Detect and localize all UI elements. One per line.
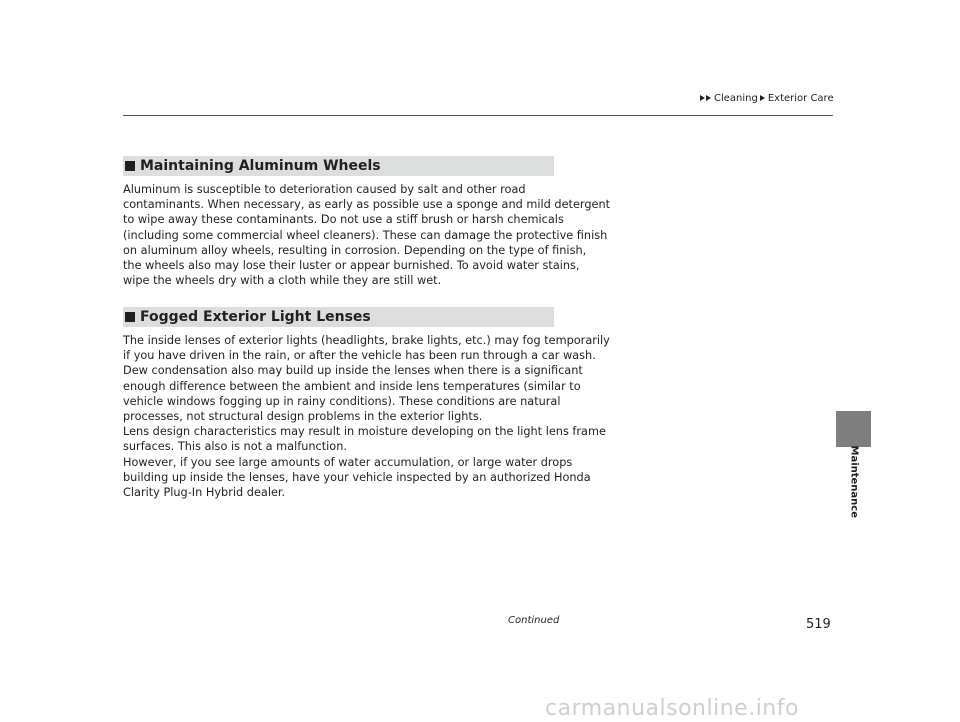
body-line: enough difference between the ambient and inside lens temperatures (similar to	[123, 379, 581, 393]
section-header-fogged-lenses	[123, 307, 554, 327]
page-number: 519	[806, 617, 831, 632]
header-rule	[123, 115, 833, 116]
body-line: wipe the wheels dry with a cloth while they are still wet.	[123, 274, 442, 288]
section-body-aluminum-wheels	[123, 182, 611, 288]
section-title: Maintaining Aluminum Wheels	[140, 158, 381, 174]
body-line: vehicle windows fogging up in rainy conditions). These conditions are natural	[123, 394, 561, 408]
continued-label: Continued	[508, 615, 560, 626]
breadcrumb	[700, 93, 834, 104]
breadcrumb-item-cleaning[interactable]: Cleaning	[714, 93, 758, 104]
section-body-fogged-lenses	[123, 333, 610, 500]
body-line: on aluminum alloy wheels, resulting in corrosion. Depending on the type of finish,	[123, 243, 587, 257]
section-square-icon	[125, 312, 135, 322]
body-line: (including some commercial wheel cleaners). These can damage the protective finish	[123, 228, 608, 242]
body-line: The inside lenses of exterior lights (headlights, brake lights, etc.) may fog temporarily	[123, 334, 610, 347]
breadcrumb-arrow-icon	[706, 95, 711, 101]
section-header-aluminum-wheels	[123, 156, 554, 176]
body-line: Clarity Plug-In Hybrid dealer.	[123, 486, 286, 500]
body-line: Lens design characteristics may result in moisture developing on the light lens frame	[123, 425, 606, 439]
body-line: processes, not structural design problems in the exterior lights.	[123, 410, 483, 424]
body-line: building up inside the lenses, have your vehicle inspected by an authorized Honda	[123, 470, 591, 484]
side-tab-marker	[836, 411, 871, 447]
breadcrumb-item-exterior-care[interactable]: Exterior Care	[767, 93, 834, 104]
breadcrumb-arrow-icon	[700, 95, 705, 101]
watermark: carmanualsonline.info	[545, 696, 799, 721]
breadcrumb-separator-icon	[760, 95, 765, 101]
body-line: Aluminum is susceptible to deterioration caused by salt and other road	[123, 183, 526, 196]
body-line: if you have driven in the rain, or after the vehicle has been run through a car wash.	[123, 349, 596, 363]
body-line: to wipe away these contaminants. Do not use a stiff brush or harsh chemicals	[123, 213, 564, 227]
section-square-icon	[125, 161, 135, 171]
body-line: Dew condensation also may build up inside the lenses when there is a significant	[123, 364, 583, 378]
body-line: contaminants. When necessary, as early as possible use a sponge and mild detergent	[123, 198, 611, 212]
side-tab-label: Maintenance	[848, 445, 860, 519]
section-title: Fogged Exterior Light Lenses	[140, 309, 371, 325]
body-line: the wheels also may lose their luster or appear burnished. To avoid water stains,	[123, 259, 580, 273]
body-line: surfaces. This also is not a malfunction.	[123, 440, 347, 454]
body-line: However, if you see large amounts of water accumulation, or large water drops	[123, 455, 573, 469]
